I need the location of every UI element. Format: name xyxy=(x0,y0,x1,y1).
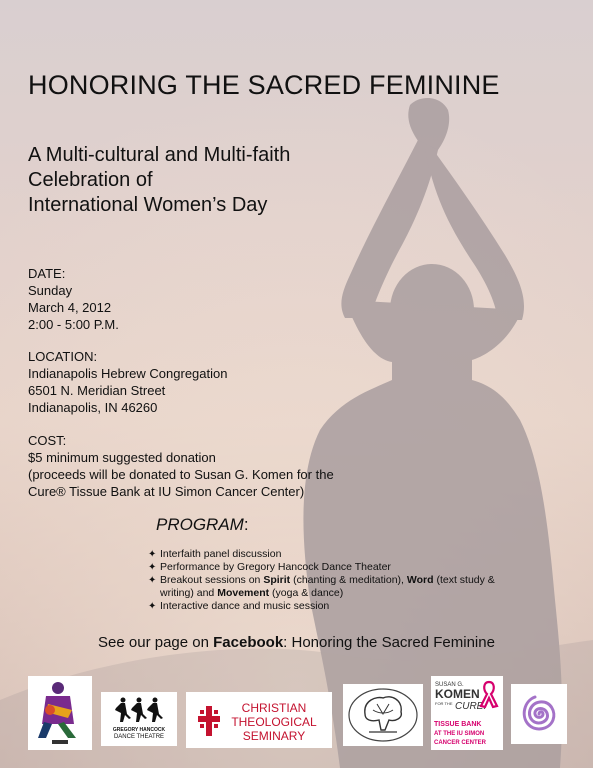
star-bullet-icon: ✦ xyxy=(148,562,157,573)
gregory-hancock-logo xyxy=(101,692,177,746)
date-time: 2:00 - 5:00 P.M. xyxy=(28,317,119,332)
date-label: DATE: xyxy=(28,266,66,281)
text-run: (yoga & dance) xyxy=(269,587,344,599)
movement-emphasis: Movement xyxy=(217,587,270,599)
komen-tb2: AT THE IU SIMON xyxy=(434,731,485,737)
spiral-logo xyxy=(511,684,567,744)
ghdt-line2: DANCE THEATRE xyxy=(113,734,165,740)
program-item xyxy=(148,574,508,600)
star-bullet-icon: ✦ xyxy=(148,601,157,612)
subtitle-line: International Women’s Day xyxy=(28,194,268,216)
facebook-line xyxy=(0,634,593,651)
komen-for: FOR THE xyxy=(435,701,453,706)
location-section xyxy=(28,348,227,416)
event-subtitle xyxy=(28,143,408,218)
program-item-text xyxy=(160,574,508,600)
program-heading-text: PROGRAM xyxy=(156,515,244,534)
komen-tissue-bank-logo xyxy=(431,676,503,750)
text-run: (text study & writing) and xyxy=(160,574,495,599)
komen-tb3: CANCER CENTER xyxy=(434,740,487,746)
cts-line1: CHRISTIAN xyxy=(241,701,307,715)
komen-tb1: TISSUE BANK xyxy=(434,721,482,728)
date-section xyxy=(28,265,119,333)
cost-amount: $5 minimum suggested donation xyxy=(28,450,216,465)
cost-label: COST: xyxy=(28,433,67,448)
location-venue: Indianapolis Hebrew Congregation xyxy=(28,366,228,381)
program-heading xyxy=(156,515,249,535)
star-bullet-icon: ✦ xyxy=(148,549,157,560)
cost-section xyxy=(28,432,334,500)
event-title: HONORING THE SACRED FEMININE xyxy=(28,70,500,100)
program-item xyxy=(148,548,508,561)
dance-figures-logo xyxy=(28,676,92,750)
program-list xyxy=(148,548,508,613)
text-run: (chanting & meditation), xyxy=(290,574,407,586)
ghdt-line1: GREGORY HANCOCK xyxy=(112,727,166,733)
program-item-text: Interactive dance and music session xyxy=(160,600,330,612)
hebrew-congregation-logo xyxy=(343,684,423,746)
sponsor-logos xyxy=(0,676,593,756)
program-item xyxy=(148,561,508,574)
word-emphasis: Word xyxy=(406,574,434,586)
cts-line3: SEMINARY xyxy=(242,729,306,743)
christian-theological-seminary-logo xyxy=(186,692,332,748)
star-bullet-icon: ✦ xyxy=(148,575,157,586)
facebook-suffix: : Honoring the Sacred Feminine xyxy=(283,634,495,651)
subtitle-line: Celebration of xyxy=(28,169,153,191)
komen-cure: CURE. xyxy=(455,701,487,712)
facebook-prefix: See our page on xyxy=(98,634,214,651)
komen-susan: SUSAN G. xyxy=(435,682,464,688)
location-city: Indianapolis, IN 46260 xyxy=(28,400,158,415)
cost-note: (proceeds will be donated to Susan G. Komen for the xyxy=(28,467,334,482)
program-heading-colon: : xyxy=(243,515,249,534)
komen-name: KOMEN xyxy=(435,687,480,701)
date-value: March 4, 2012 xyxy=(28,300,112,315)
subtitle-line: A Multi-cultural and Multi-faith xyxy=(28,144,291,166)
program-item xyxy=(148,600,508,613)
date-day: Sunday xyxy=(28,283,73,298)
text-run: Breakout sessions on xyxy=(160,574,264,586)
cost-note: Cure® Tissue Bank at IU Simon Cancer Center) xyxy=(28,484,305,499)
program-item-text: Interfaith panel discussion xyxy=(160,548,282,560)
spirit-emphasis: Spirit xyxy=(263,574,291,586)
location-street: 6501 N. Meridian Street xyxy=(28,383,166,398)
cts-line2: THEOLOGICAL xyxy=(231,715,317,729)
location-label: LOCATION: xyxy=(28,349,98,364)
facebook-link[interactable]: Facebook xyxy=(213,634,284,651)
program-item-text: Performance by Gregory Hancock Dance Theater xyxy=(160,561,391,573)
